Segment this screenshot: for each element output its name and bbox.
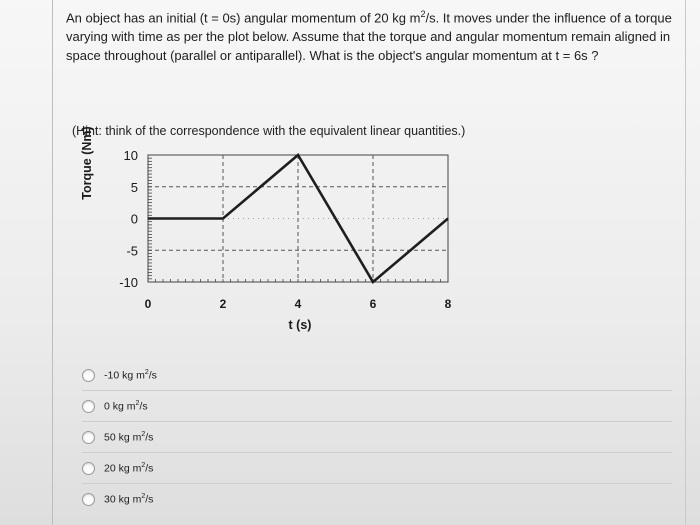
answer-option-5[interactable] (82, 484, 672, 514)
question-part-1: An object has an initial (t = 0s) angular momentum of 20 kg m (66, 10, 421, 26)
answer-option-2[interactable] (82, 391, 672, 422)
chart-y-axis-label: Torque (Nm) (80, 126, 94, 200)
hint-text: (Hint: think of the correspondence with the equivalent linear quantities.) (72, 124, 466, 138)
y-tick-label: -5 (126, 243, 138, 259)
y-tick-label: -10 (119, 275, 138, 290)
y-tick-label: 0 (130, 211, 138, 227)
x-tick-label: 0 (144, 297, 152, 311)
answer-option-4[interactable] (82, 453, 672, 484)
radio-button[interactable] (82, 400, 95, 413)
answer-option-1[interactable] (82, 360, 672, 391)
radio-button[interactable] (82, 493, 95, 506)
question-superscript: 2 (420, 9, 426, 19)
question-part-2: /s. It moves under the influence of a torque varying with time as per the plot below. Assume that the torque and angular momentum remain aligned in space throughout (parallel or antiparallel). What is the object's angular momentum at t = 6s ? (66, 10, 672, 64)
y-tick-label: 5 (130, 179, 138, 195)
radio-button[interactable] (82, 431, 95, 444)
x-tick-label: 8 (444, 297, 452, 311)
x-tick-label: 4 (294, 297, 302, 311)
radio-button[interactable] (82, 369, 95, 382)
chart-x-axis-label: t (s) (288, 318, 312, 332)
answer-option-label: 30 kg $m^2/s$ (104, 492, 154, 506)
answer-option-label: 50 kg $m^2/s$ (104, 430, 154, 444)
answer-option-label: 0 kg $m^2/s$ (104, 399, 148, 413)
answer-option-label: -10 kg $m^2/s$ (104, 368, 157, 382)
x-tick-label: 6 (369, 297, 377, 311)
answer-option-label: 20 kg $m^2/s$ (104, 461, 154, 475)
answer-options (82, 360, 672, 514)
y-tick-label: 10 (123, 148, 138, 163)
x-tick-label: 2 (219, 297, 227, 311)
answer-option-3[interactable] (82, 422, 672, 453)
radio-button[interactable] (82, 462, 95, 475)
